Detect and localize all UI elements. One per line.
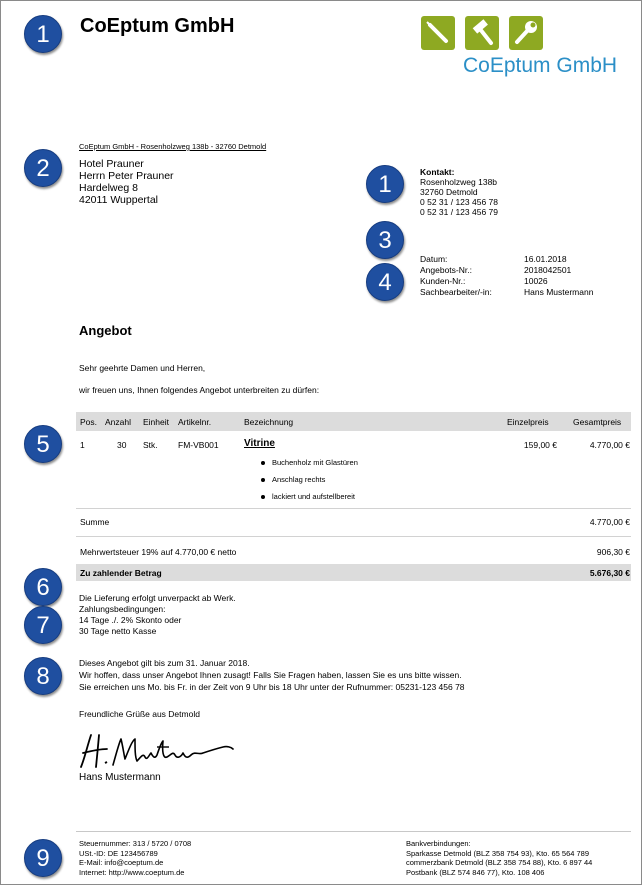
bullet-text: Anschlag rechts [272, 475, 326, 484]
badge-8: 8 [24, 657, 62, 695]
sum-value: 4.770,00 € [589, 517, 630, 527]
sender-line: CoEptum GmbH - Rosenholzweg 138b - 32760 Detmold [79, 142, 267, 151]
row-pos: 1 [80, 440, 85, 450]
contact-line: Rosenholzweg 138b [420, 177, 498, 187]
col-desc: Bezeichnung [244, 417, 294, 427]
contact-line: 32760 Detmold [420, 187, 478, 197]
total-due-value: 5.676,30 € [589, 568, 630, 578]
meta-label: Sachbearbeiter/-in: [420, 287, 492, 297]
footer-divider [76, 831, 631, 832]
meta-row [420, 265, 593, 276]
badge-7: 7 [24, 606, 62, 644]
closing-line: Sie erreichen uns Mo. bis Fr. in der Zeit von 9 Uhr bis 18 Uhr unter der Rufnummer: 05231-123 456 78 [79, 682, 465, 692]
footer-bank-line: commerzbank Detmold (BLZ 358 754 88), Kto. 6 897 44 [406, 858, 593, 867]
wrench-icon [509, 16, 543, 50]
closing-block [79, 657, 465, 693]
footer-left [79, 839, 191, 877]
sum-label: Summe [80, 517, 110, 527]
footer-website: Internet: http://www.coeptum.de [79, 867, 185, 877]
contact-fax: 0 52 31 / 123 456 79 [420, 207, 498, 217]
closing-line: Dieses Angebot gilt bis zum 31. Januar 2018. [79, 658, 250, 668]
terms-line: 30 Tage netto Kasse [79, 626, 157, 636]
intro-text: wir freuen uns, Ihnen folgendes Angebot unterbreiten zu dürfen: [79, 385, 320, 395]
meta-row [420, 276, 593, 287]
contact-phone: 0 52 31 / 123 456 78 [420, 197, 498, 207]
terms-line: Zahlungsbedingungen: [79, 604, 166, 614]
bullet-dot [261, 495, 265, 499]
bullet-text: lackiert und aufstellbereit [272, 492, 355, 501]
document-title: Angebot [79, 323, 132, 338]
col-article: Artikelnr. [178, 417, 212, 427]
badge-6: 6 [24, 568, 62, 606]
totals-divider [76, 536, 631, 537]
contact-heading: Kontakt: [420, 167, 455, 177]
row-total: 4.770,00 € [589, 440, 630, 450]
meta-value: 2018042501 [524, 265, 572, 275]
row-qty: 30 [117, 440, 127, 450]
terms-line: 14 Tage ./. 2% Skonto oder [79, 615, 182, 625]
signer-name: Hans Mustermann [79, 772, 161, 783]
screwdriver-icon [421, 16, 455, 50]
offer-meta [420, 254, 593, 298]
col-total: Gesamtpreis [573, 417, 622, 427]
badge-5: 5 [24, 425, 62, 463]
col-pos: Pos. [80, 417, 98, 427]
terms-block [79, 593, 236, 637]
recipient-line: Hardelweg 8 [79, 182, 138, 194]
row-unit: Stk. [143, 440, 158, 450]
badge-2: 2 [24, 149, 62, 187]
table-divider [76, 508, 631, 509]
bullet-dot [261, 461, 265, 465]
col-unit-price: Einzelpreis [507, 417, 549, 427]
company-logo [421, 16, 631, 86]
logo-text: CoEptum GmbH [463, 54, 618, 77]
bullet-dot [261, 478, 265, 482]
footer-bank-line: Sparkasse Detmold (BLZ 358 754 93), Kto. 65 564 789 [406, 848, 590, 858]
row-unit-price: 159,00 € [523, 440, 557, 450]
recipient-line: 42011 Wuppertal [79, 194, 159, 206]
recipient-address [79, 158, 174, 206]
handwritten-signature [77, 729, 237, 773]
badge-1: 1 [24, 15, 62, 53]
badge-3: 3 [366, 221, 404, 259]
terms-line: Die Lieferung erfolgt unverpackt ab Werk. [79, 593, 236, 603]
closing-line: Wir hoffen, dass unser Angebot Ihnen zusagt! Falls Sie Fragen haben, lassen Sie es uns bitte wissen. [79, 670, 462, 680]
col-qty: Anzahl [105, 417, 131, 427]
badge-9: 9 [24, 839, 62, 877]
footer-vat-id: USt.-ID: DE 123456789 [79, 848, 158, 858]
meta-label: Kunden-Nr.: [420, 276, 466, 286]
hammer-icon [465, 16, 499, 50]
badge-4: 4 [366, 263, 404, 301]
footer-right [406, 839, 592, 877]
greeting: Sehr geehrte Damen und Herren, [79, 363, 206, 373]
meta-value: 16.01.2018 [524, 254, 567, 264]
meta-value: 10026 [524, 276, 548, 286]
footer-bank-line: Postbank (BLZ 574 846 77), Kto. 108 406 [406, 867, 545, 877]
row-article: FM-VB001 [178, 440, 219, 450]
meta-row [420, 254, 593, 265]
footer-email: E-Mail: info@coeptum.de [79, 858, 164, 867]
meta-label: Datum: [420, 254, 448, 264]
company-name: CoEptum GmbH [80, 15, 235, 37]
badge-1-contact: 1 [366, 165, 404, 203]
meta-value: Hans Mustermann [524, 287, 594, 297]
recipient-line: Hotel Prauner [79, 158, 144, 170]
footer-tax-number: Steuernummer: 313 / 5720 / 0708 [79, 839, 192, 848]
contact-block [420, 167, 498, 217]
recipient-line: Herrn Peter Prauner [79, 170, 174, 182]
col-unit: Einheit [143, 417, 169, 427]
vat-value: 906,30 € [596, 547, 630, 557]
regards: Freundliche Grüße aus Detmold [79, 709, 200, 719]
meta-row [420, 287, 593, 298]
row-desc: Vitrine [244, 438, 275, 449]
vat-label: Mehrwertsteuer 19% auf 4.770,00 € netto [80, 547, 237, 557]
total-due-label: Zu zahlender Betrag [80, 568, 162, 578]
meta-label: Angebots-Nr.: [420, 265, 472, 275]
footer-bank-heading: Bankverbindungen: [406, 839, 471, 848]
bullet-text: Buchenholz mit Glastüren [272, 458, 358, 467]
